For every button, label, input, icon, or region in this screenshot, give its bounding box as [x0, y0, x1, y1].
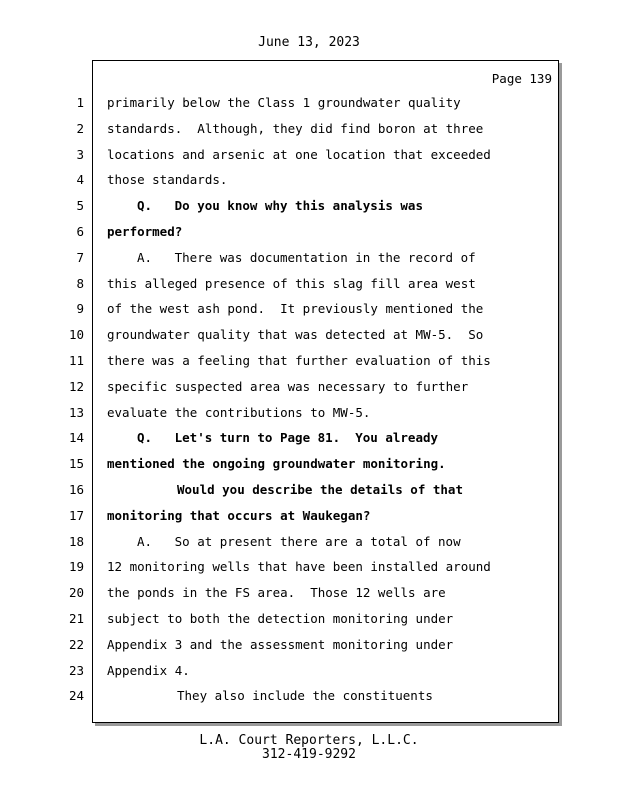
line-text: specific suspected area was necessary to further [107, 378, 469, 394]
line-number: 18 [68, 533, 84, 549]
transcript-line [0, 688, 618, 708]
transcript-line [0, 353, 618, 373]
transcript-line [0, 611, 618, 631]
transcript-line [0, 585, 618, 605]
line-text: Would you describe the details of that [177, 482, 463, 497]
transcript-line [0, 482, 618, 502]
line-text: the ponds in the FS area. Those 12 wells are [107, 585, 446, 601]
line-number: 16 [68, 482, 84, 497]
line-text: this alleged presence of this slag fill area west [107, 275, 476, 291]
transcript-line [0, 379, 618, 399]
transcript-line [0, 301, 618, 321]
line-number: 13 [68, 404, 84, 420]
line-number: 1 [76, 95, 84, 110]
transcript-line [0, 121, 618, 141]
line-number: 11 [68, 353, 84, 368]
line-text: monitoring that occurs at Waukegan? [107, 507, 371, 523]
line-text: A. There was documentation in the record of [137, 249, 476, 265]
line-number: 12 [68, 378, 84, 394]
line-number: 8 [76, 275, 84, 291]
line-text: 12 monitoring wells that have been installed around [107, 559, 491, 575]
line-number: 15 [68, 456, 84, 472]
transcript-line [0, 663, 618, 683]
line-text: Q. Let's turn to Page 81. You already [137, 430, 439, 446]
line-number: 4 [76, 172, 84, 188]
transcript-line [0, 508, 618, 528]
transcript-line [0, 430, 618, 450]
line-text: those standards. [107, 172, 228, 188]
line-text: standards. Although, they did find boron at three [107, 120, 484, 136]
line-number: 3 [76, 146, 84, 162]
transcript-line [0, 198, 618, 218]
transcript-line [0, 456, 618, 476]
reporter-company: L.A. Court Reporters, L.L.C. [199, 733, 419, 748]
line-number: 21 [68, 611, 84, 626]
line-text: locations and arsenic at one location that exceeded [107, 146, 491, 162]
line-number: 17 [68, 507, 84, 523]
line-text: mentioned the ongoing groundwater monitoring. [107, 456, 446, 472]
line-text: Appendix 4. [107, 662, 190, 678]
line-number: 24 [68, 688, 84, 704]
page-number: Page 139 [491, 71, 552, 86]
line-text: groundwater quality that was detected at MW-5. So [107, 327, 484, 343]
reporter-phone: 312-419-9292 [262, 747, 356, 762]
line-text: Appendix 3 and the assessment monitoring under [107, 636, 454, 652]
transcript-line [0, 172, 618, 192]
line-number: 22 [68, 636, 84, 652]
transcript-line [0, 637, 618, 657]
line-text: performed? [107, 224, 183, 239]
line-number: 14 [68, 430, 84, 446]
line-number: 19 [68, 559, 84, 575]
transcript-line [0, 405, 618, 425]
line-text: subject to both the detection monitoring under [107, 611, 454, 626]
line-text: of the west ash pond. It previously mentioned the [107, 301, 484, 317]
line-number: 10 [68, 327, 84, 343]
line-text: there was a feeling that further evaluation of this [107, 353, 491, 368]
transcript-date: June 13, 2023 [258, 35, 360, 50]
transcript-line [0, 147, 618, 167]
line-number: 23 [68, 662, 84, 678]
line-number: 5 [76, 198, 84, 214]
transcript-line [0, 534, 618, 554]
transcript-line [0, 250, 618, 270]
transcript-line [0, 224, 618, 244]
line-text: evaluate the contributions to MW-5. [107, 404, 371, 420]
line-text: primarily below the Class 1 groundwater quality [107, 95, 461, 110]
line-number: 9 [76, 301, 84, 317]
transcript-line [0, 95, 618, 115]
line-text: Q. Do you know why this analysis was [137, 198, 423, 214]
transcript-line [0, 559, 618, 579]
line-number: 2 [76, 120, 84, 136]
transcript-line [0, 276, 618, 296]
line-number: 7 [76, 249, 84, 265]
line-number: 20 [68, 585, 84, 601]
line-text: A. So at present there are a total of now [137, 533, 461, 549]
transcript-line [0, 327, 618, 347]
line-number: 6 [76, 224, 84, 239]
line-text: They also include the constituents [177, 688, 433, 704]
